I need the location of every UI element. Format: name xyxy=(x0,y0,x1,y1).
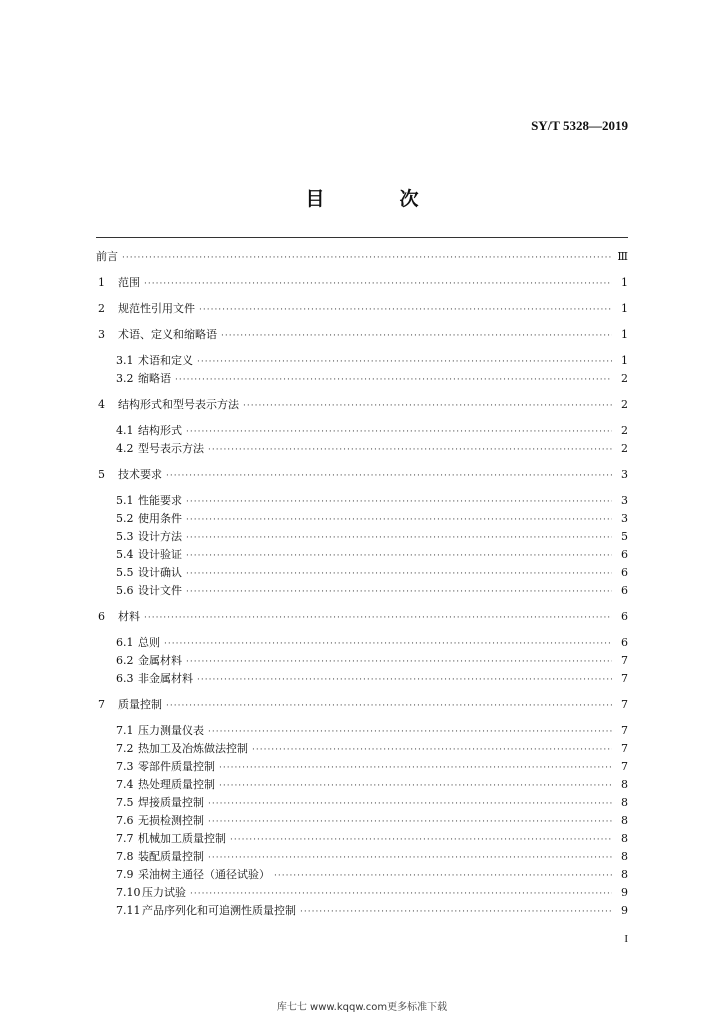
toc-entry[interactable] xyxy=(96,510,628,528)
toc-entry-number: 7.7 xyxy=(116,832,134,845)
toc-entry-title: 材料 xyxy=(118,610,140,623)
dot-leader xyxy=(208,441,612,459)
dot-leader xyxy=(197,353,612,371)
toc-entry[interactable] xyxy=(96,608,628,626)
toc-entry-title: 术语和定义 xyxy=(138,354,193,367)
toc-entry[interactable] xyxy=(96,670,628,688)
dot-leader xyxy=(197,671,612,689)
toc-entry-title: 设计文件 xyxy=(138,584,182,597)
toc-entry-title: 非金属材料 xyxy=(138,672,193,685)
toc-entry-title: 性能要求 xyxy=(138,494,182,507)
toc-entry-number: 7.8 xyxy=(116,850,134,863)
toc-entry-number: 7.5 xyxy=(116,796,134,809)
toc-entry-title: 设计确认 xyxy=(138,566,182,579)
toc-entry-page: 6 xyxy=(621,566,628,579)
table-of-contents xyxy=(96,248,628,920)
dot-leader xyxy=(186,511,612,529)
toc-entry-title: 采油树主通径（通径试验） xyxy=(138,868,270,881)
toc-entry-page: 1 xyxy=(621,276,628,289)
dot-leader xyxy=(186,583,612,601)
toc-entry-title: 焊接质量控制 xyxy=(138,796,204,809)
toc-entry[interactable] xyxy=(96,396,628,414)
toc-entry[interactable] xyxy=(96,352,628,370)
standard-number: SY/T 5328—2019 xyxy=(531,118,628,133)
toc-entry-page: 3 xyxy=(621,494,628,507)
toc-entry-page: 9 xyxy=(621,886,628,899)
toc-entry-page: 8 xyxy=(621,814,628,827)
toc-entry-page: 3 xyxy=(621,512,628,525)
dot-leader xyxy=(166,697,612,715)
dot-leader xyxy=(208,795,612,813)
toc-entry[interactable] xyxy=(96,722,628,740)
toc-entry[interactable] xyxy=(96,776,628,794)
toc-entry-number: 4.2 xyxy=(116,442,134,455)
toc-entry[interactable] xyxy=(96,422,628,440)
toc-entry-title: 范围 xyxy=(118,276,140,289)
dot-leader xyxy=(230,831,612,849)
toc-entry[interactable] xyxy=(96,582,628,600)
toc-entry-page: 2 xyxy=(621,372,628,385)
dot-leader xyxy=(219,759,612,777)
dot-leader xyxy=(186,423,612,441)
dot-leader xyxy=(164,635,612,653)
toc-entry-title: 装配质量控制 xyxy=(138,850,204,863)
toc-entry-page: 7 xyxy=(621,760,628,773)
toc-entry-title: 使用条件 xyxy=(138,512,182,525)
toc-entry[interactable] xyxy=(96,848,628,866)
toc-entry-page: 2 xyxy=(621,398,628,411)
toc-entry[interactable] xyxy=(96,902,628,920)
toc-entry-number: 4.1 xyxy=(116,424,134,437)
dot-leader xyxy=(199,301,612,319)
toc-entry[interactable] xyxy=(96,866,628,884)
toc-entry[interactable] xyxy=(96,492,628,510)
toc-entry-page: 7 xyxy=(621,724,628,737)
dot-leader xyxy=(186,529,612,547)
dot-leader xyxy=(186,565,612,583)
toc-entry-title: 无损检测控制 xyxy=(138,814,204,827)
toc-entry[interactable] xyxy=(96,652,628,670)
toc-entry-title: 术语、定义和缩略语 xyxy=(118,328,217,341)
toc-entry-title: 技术要求 xyxy=(118,468,162,481)
toc-entry-page: 7 xyxy=(621,742,628,755)
dot-leader xyxy=(186,493,612,511)
toc-entry-title: 热加工及冶炼做法控制 xyxy=(138,742,248,755)
toc-entry-title: 金属材料 xyxy=(138,654,182,667)
toc-entry-number: 7.4 xyxy=(116,778,134,791)
toc-entry-page: 6 xyxy=(621,548,628,561)
toc-entry-title: 型号表示方法 xyxy=(138,442,204,455)
toc-entry-number: 7.11 xyxy=(116,904,141,917)
toc-entry-title: 机械加工质量控制 xyxy=(138,832,226,845)
toc-entry-number: 5.2 xyxy=(116,512,134,525)
toc-entry-page: 1 xyxy=(621,302,628,315)
toc-entry[interactable] xyxy=(96,440,628,458)
page-number: I xyxy=(624,933,628,945)
dot-leader xyxy=(243,397,612,415)
toc-entry-page: 8 xyxy=(621,850,628,863)
toc-entry-page: 9 xyxy=(621,904,628,917)
toc-entry-number: 7 xyxy=(98,698,105,711)
dot-leader xyxy=(144,275,612,293)
toc-entry[interactable] xyxy=(96,758,628,776)
toc-entry[interactable] xyxy=(96,830,628,848)
header-rule xyxy=(96,237,628,238)
watermark-text: 库七七 www.kqqw.com更多标准下载 xyxy=(276,1002,448,1013)
toc-entry[interactable] xyxy=(96,466,628,484)
toc-entry-title: 零部件质量控制 xyxy=(138,760,215,773)
toc-entry-number: 5.5 xyxy=(116,566,134,579)
toc-title: 目 次 xyxy=(305,188,447,210)
toc-entry-number: 5.4 xyxy=(116,548,134,561)
toc-entry-title: 规范性引用文件 xyxy=(118,302,195,315)
toc-entry-number: 5.1 xyxy=(116,494,134,507)
toc-entry-title: 压力测量仪表 xyxy=(138,724,204,737)
toc-entry-page: 6 xyxy=(621,584,628,597)
toc-entry-page: 5 xyxy=(621,530,628,543)
dot-leader xyxy=(300,903,612,921)
toc-entry-number: 7.1 xyxy=(116,724,134,737)
toc-entry[interactable] xyxy=(96,740,628,758)
toc-entry-number: 6 xyxy=(98,610,105,623)
dot-leader xyxy=(274,867,612,885)
toc-entry[interactable] xyxy=(96,812,628,830)
dot-leader xyxy=(252,741,612,759)
toc-entry[interactable] xyxy=(96,546,628,564)
dot-leader xyxy=(208,813,612,831)
toc-entry-page: 1 xyxy=(621,328,628,341)
toc-entry-title: 设计验证 xyxy=(138,548,182,561)
toc-entry-number: 6.3 xyxy=(116,672,134,685)
toc-entry-number: 7.9 xyxy=(116,868,134,881)
toc-entry-title: 缩略语 xyxy=(138,372,171,385)
toc-entry[interactable] xyxy=(96,794,628,812)
toc-entry-number: 5.6 xyxy=(116,584,134,597)
toc-entry-page: 6 xyxy=(621,610,628,623)
dot-leader xyxy=(186,547,612,565)
toc-entry-number: 3.1 xyxy=(116,354,134,367)
toc-entry-page: 8 xyxy=(621,868,628,881)
toc-entry[interactable] xyxy=(96,248,628,266)
toc-entry[interactable] xyxy=(96,564,628,582)
dot-leader xyxy=(190,885,612,903)
toc-entry-page: 8 xyxy=(621,832,628,845)
toc-entry[interactable] xyxy=(96,326,628,344)
toc-entry-number: 3.2 xyxy=(116,372,134,385)
toc-entry-page: 1 xyxy=(621,354,628,367)
dot-leader xyxy=(208,849,612,867)
toc-entry-number: 5 xyxy=(98,468,105,481)
toc-entry[interactable] xyxy=(96,634,628,652)
toc-entry-number: 3 xyxy=(98,328,105,341)
toc-entry-number: 7.2 xyxy=(116,742,134,755)
toc-entry-page: Ⅲ xyxy=(617,250,628,263)
toc-entry-title: 设计方法 xyxy=(138,530,182,543)
toc-entry-page: 3 xyxy=(621,468,628,481)
toc-entry-page: 2 xyxy=(621,442,628,455)
toc-entry-page: 6 xyxy=(621,636,628,649)
toc-entry-title: 压力试验 xyxy=(142,886,186,899)
toc-entry-title: 质量控制 xyxy=(118,698,162,711)
dot-leader xyxy=(175,371,612,389)
toc-entry-page: 7 xyxy=(621,672,628,685)
toc-entry-page: 8 xyxy=(621,778,628,791)
toc-entry-page: 8 xyxy=(621,796,628,809)
toc-entry-title: 热处理质量控制 xyxy=(138,778,215,791)
dot-leader xyxy=(166,467,612,485)
dot-leader xyxy=(144,609,612,627)
toc-entry-page: 2 xyxy=(621,424,628,437)
toc-entry[interactable] xyxy=(96,300,628,318)
dot-leader xyxy=(219,777,612,795)
toc-entry[interactable] xyxy=(96,274,628,292)
dot-leader xyxy=(122,249,612,267)
toc-entry-number: 1 xyxy=(98,276,105,289)
toc-entry-title: 总则 xyxy=(138,636,160,649)
toc-entry-number: 5.3 xyxy=(116,530,134,543)
toc-entry-number: 6.1 xyxy=(116,636,134,649)
dot-leader xyxy=(208,723,612,741)
toc-entry-title: 结构形式和型号表示方法 xyxy=(118,398,239,411)
toc-entry[interactable] xyxy=(96,370,628,388)
dot-leader xyxy=(186,653,612,671)
toc-entry-title: 产品序列化和可追溯性质量控制 xyxy=(142,904,296,917)
toc-entry-number: 7.3 xyxy=(116,760,134,773)
toc-entry[interactable] xyxy=(96,884,628,902)
dot-leader xyxy=(221,327,612,345)
toc-entry-page: 7 xyxy=(621,698,628,711)
toc-entry-title: 结构形式 xyxy=(138,424,182,437)
toc-entry[interactable] xyxy=(96,528,628,546)
toc-entry-title: 前言 xyxy=(96,250,118,263)
toc-entry-number: 7.6 xyxy=(116,814,134,827)
toc-entry-number: 4 xyxy=(98,398,105,411)
toc-entry[interactable] xyxy=(96,696,628,714)
toc-entry-number: 7.10 xyxy=(116,886,141,899)
toc-entry-page: 7 xyxy=(621,654,628,667)
toc-entry-number: 6.2 xyxy=(116,654,134,667)
toc-entry-number: 2 xyxy=(98,302,105,315)
